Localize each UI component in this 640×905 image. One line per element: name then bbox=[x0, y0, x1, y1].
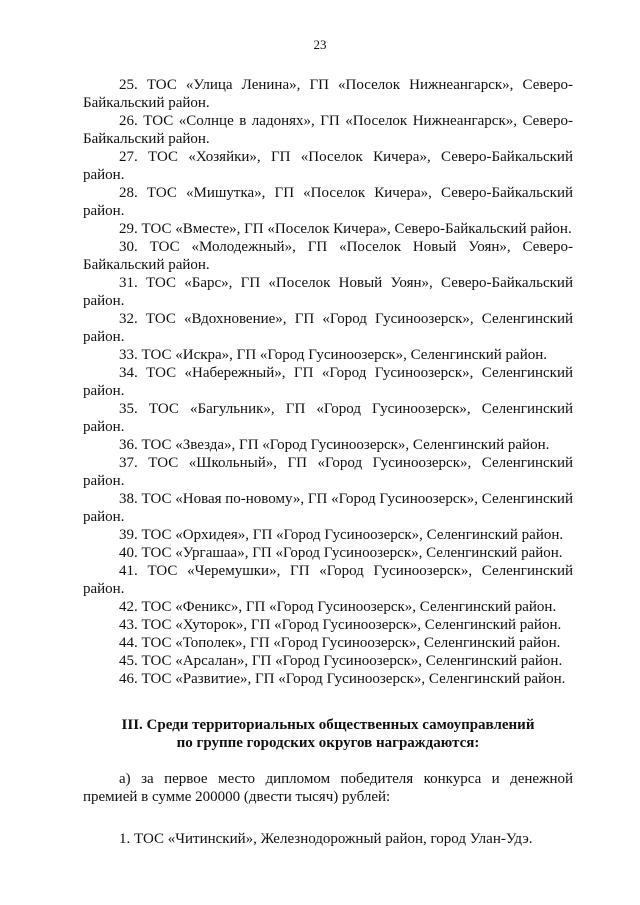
first-place-item: 1. ТОС «Читинский», Железнодорожный район, город Улан-Удэ. bbox=[119, 831, 533, 847]
list-item: 44. ТОС «Тополек», ГП «Город Гусиноозерск», Селенгинский район. bbox=[119, 635, 561, 651]
list-item: 38. ТОС «Новая по-новому», ГП «Город Гусиноозерск», Селенгинский район. bbox=[83, 491, 573, 525]
section-heading-line-1: III. Среди территориальных общественных самоуправлений bbox=[121, 717, 535, 733]
list-item: 39. ТОС «Орхидея», ГП «Город Гусиноозерск», Селенгинский район. bbox=[119, 527, 564, 543]
list-item: 36. ТОС «Звезда», ГП «Город Гусиноозерск», Селенгинский район. bbox=[119, 437, 550, 453]
list-item: 31. ТОС «Барс», ГП «Поселок Новый Уоян», Северо-Байкальский район. bbox=[83, 275, 573, 309]
page-number: 23 bbox=[313, 37, 327, 52]
section-heading-line-2: по группе городских округов награждаются: bbox=[176, 735, 480, 751]
list-item: 26. ТОС «Солнце в ладонях», ГП «Поселок Нижнеангарск», Северо-Байкальский район. bbox=[83, 113, 573, 147]
list-item: 30. ТОС «Молодежный», ГП «Поселок Новый Уоян», Северо-Байкальский район. bbox=[83, 239, 573, 273]
list-item: 28. ТОС «Мишутка», ГП «Поселок Кичера», Северо-Байкальский район. bbox=[83, 185, 573, 219]
list-item: 46. ТОС «Развитие», ГП «Город Гусиноозерск», Селенгинский район. bbox=[119, 671, 566, 687]
list-item: 43. ТОС «Хуторок», ГП «Город Гусиноозерск», Селенгинский район. bbox=[119, 617, 562, 633]
list-item: 29. ТОС «Вместе», ГП «Поселок Кичера», Северо-Байкальский район. bbox=[119, 221, 572, 237]
list-item: 32. ТОС «Вдохновение», ГП «Город Гусиноозерск», Селенгинский район. bbox=[83, 311, 573, 345]
tos-award-list bbox=[83, 76, 573, 688]
list-item: 25. ТОС «Улица Ленина», ГП «Поселок Нижнеангарск», Северо-Байкальский район. bbox=[83, 77, 573, 111]
section-heading bbox=[83, 716, 573, 752]
list-item: 34. ТОС «Набережный», ГП «Город Гусиноозерск», Селенгинский район. bbox=[83, 365, 573, 399]
list-item: 41. ТОС «Черемушки», ГП «Город Гусиноозерск», Селенгинский район. bbox=[83, 563, 573, 597]
list-item: 42. ТОС «Феникс», ГП «Город Гусиноозерск», Селенгинский район. bbox=[119, 599, 557, 615]
list-item: 33. ТОС «Искра», ГП «Город Гусиноозерск», Селенгинский район. bbox=[119, 347, 548, 363]
list-item: 35. ТОС «Багульник», ГП «Город Гусиноозерск», Селенгинский район. bbox=[83, 401, 573, 435]
list-item: 40. ТОС «Ургашаа», ГП «Город Гусиноозерск», Селенгинский район. bbox=[119, 545, 563, 561]
list-item: 37. ТОС «Школьный», ГП «Город Гусиноозерск», Селенгинский район. bbox=[83, 455, 573, 489]
award-paragraph: а) за первое место дипломом победителя конкурса и денежной премией в сумме 200000 (двести тысяч) рублей: bbox=[83, 771, 573, 805]
list-item: 45. ТОС «Арсалан», ГП «Город Гусиноозерск», Селенгинский район. bbox=[119, 653, 563, 669]
list-item: 27. ТОС «Хозяйки», ГП «Поселок Кичера», Северо-Байкальский район. bbox=[83, 149, 573, 183]
